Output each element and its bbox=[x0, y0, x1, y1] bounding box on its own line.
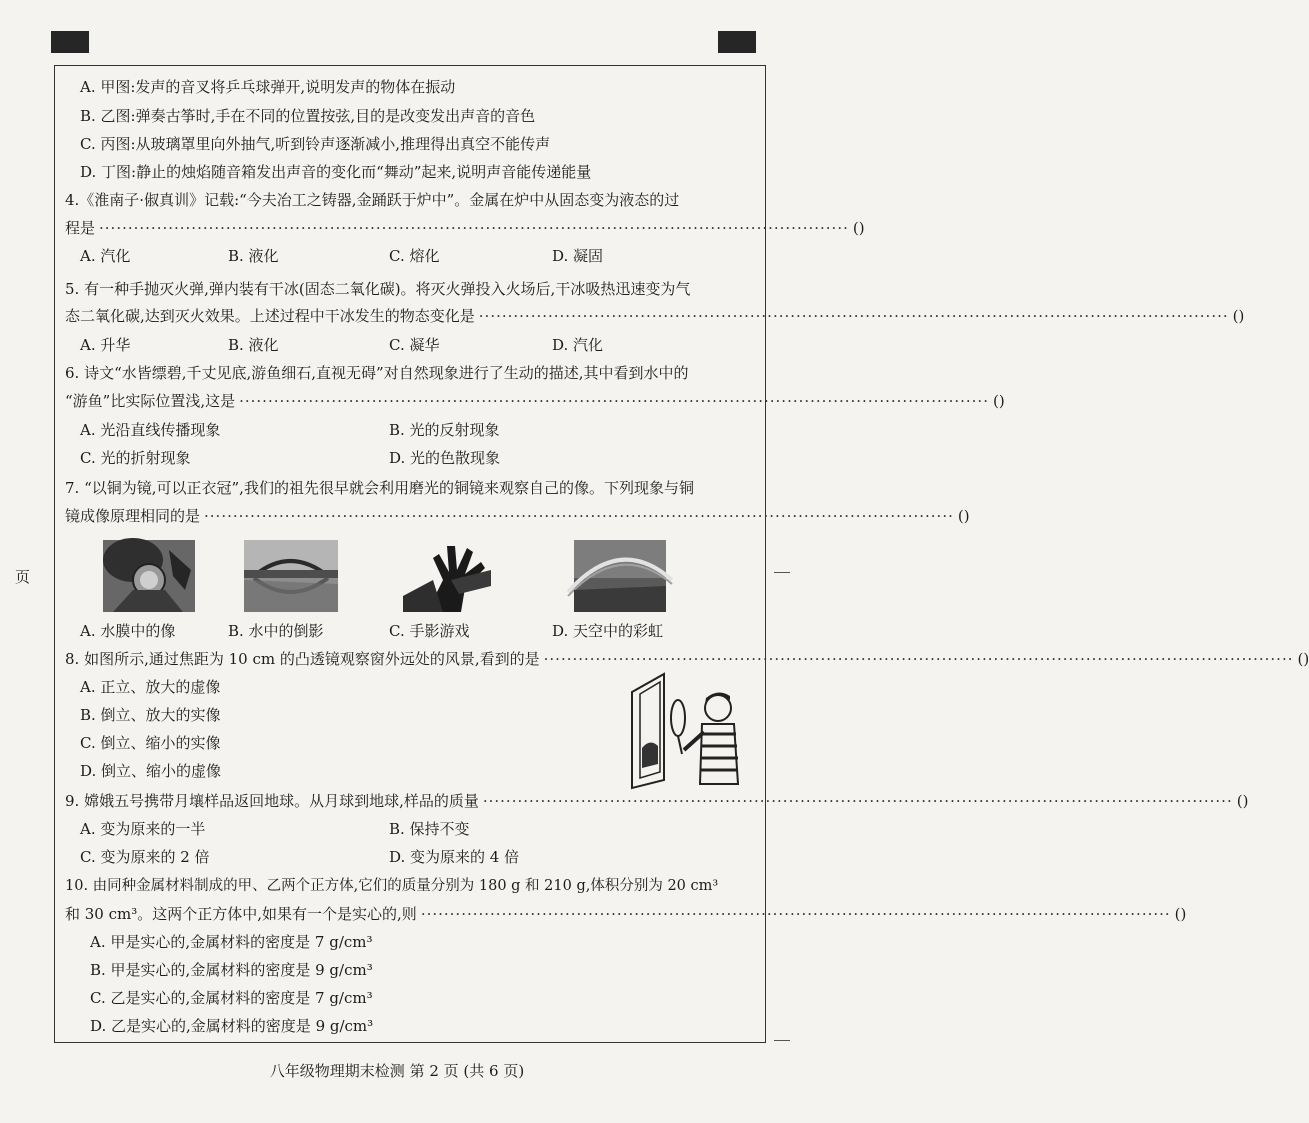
q8-option-c: C. 倒立、缩小的实像 bbox=[80, 734, 221, 752]
q3-option-c: C. 丙图:从玻璃罩里向外抽气,听到铃声逐渐减小,推理得出真空不能传声 bbox=[80, 135, 551, 153]
leader-dots: ·································································································································· bbox=[478, 307, 1229, 325]
hand-shadow-photo bbox=[403, 540, 491, 612]
q9-stem-text: 9. 嫦娥五号携带月壤样品返回地球。从月球到地球,样品的质量 bbox=[65, 792, 479, 810]
q10-stem-text: 和 30 cm³。这两个正方体中,如果有一个是实心的,则 bbox=[65, 905, 417, 923]
q7-stem-text: 镜成像原理相同的是 bbox=[65, 507, 201, 525]
answer-paren: ( ) bbox=[1297, 650, 1309, 668]
q6-option-c: C. 光的折射现象 bbox=[80, 449, 191, 467]
q5-option-a: A. 升华 bbox=[80, 336, 131, 354]
q10-stem: 10. 由同种金属材料制成的甲、乙两个正方体,它们的质量分别为 180 g 和 210 g,体积分别为 20 cm³ bbox=[65, 878, 719, 894]
q4-option-b: B. 液化 bbox=[228, 247, 279, 265]
q9-option-a: A. 变为原来的一半 bbox=[80, 820, 206, 838]
leader-dots: ·································································································································· bbox=[99, 219, 849, 237]
q5-option-b: B. 液化 bbox=[228, 336, 279, 354]
q5-stem: 5. 有一种手抛灭火弹,弹内装有干冰(固态二氧化碳)。将灭火弹投入火场后,干冰吸热迅速变为气 bbox=[65, 280, 691, 298]
leader-dots: ·································································································································· bbox=[239, 392, 989, 410]
q5-stem-end bbox=[65, 305, 1245, 327]
answer-paren: ( ) bbox=[1174, 905, 1187, 923]
q7-stem: 7. “以铜为镜,可以正衣冠”,我们的祖先很早就会利用磨光的铜镜来观察自己的像。下列现象与铜 bbox=[65, 479, 694, 497]
registration-mark-left bbox=[51, 31, 89, 53]
q10-option-d: D. 乙是实心的,金属材料的密度是 9 g/cm³ bbox=[90, 1017, 374, 1035]
margin-cut-line bbox=[774, 572, 790, 573]
q9-option-d: D. 变为原来的 4 倍 bbox=[389, 848, 520, 866]
q8-stem-line bbox=[65, 648, 1309, 670]
answer-paren: ( ) bbox=[1236, 792, 1249, 810]
q6-stem-text: “游鱼”比实际位置浅,这是 bbox=[65, 392, 236, 410]
q10-stem-end bbox=[65, 903, 1187, 925]
q4-stem-text: 程是 bbox=[65, 219, 96, 237]
q9-option-b: B. 保持不变 bbox=[389, 820, 470, 838]
q6-option-b: B. 光的反射现象 bbox=[389, 421, 500, 439]
margin-page-char: 页 bbox=[15, 568, 31, 586]
q8-option-d: D. 倒立、缩小的虚像 bbox=[80, 762, 222, 780]
leader-dots: ·································································································································· bbox=[482, 792, 1233, 810]
q5-option-d: D. 汽化 bbox=[552, 336, 604, 354]
margin-cut-line bbox=[774, 1040, 790, 1041]
leader-dots: ·································································································································· bbox=[420, 905, 1171, 923]
q10-option-b: B. 甲是实心的,金属材料的密度是 9 g/cm³ bbox=[90, 961, 373, 979]
q4-stem: 4.《淮南子·俶真训》记载:“今夫冶工之铸器,金踊跃于炉中”。金属在炉中从固态变为液态的过 bbox=[65, 191, 680, 209]
q7-option-a: A. 水膜中的像 bbox=[80, 622, 176, 640]
q7-option-d: D. 天空中的彩虹 bbox=[552, 622, 664, 640]
page-footer: 八年级物理期末检测 第 2 页 (共 6 页) bbox=[269, 1062, 525, 1080]
q4-option-d: D. 凝固 bbox=[552, 247, 604, 265]
answer-paren: ( ) bbox=[1232, 307, 1245, 325]
q7-option-b: B. 水中的倒影 bbox=[228, 622, 324, 640]
q3-option-a: A. 甲图:发声的音叉将乒乓球弹开,说明发声的物体在振动 bbox=[80, 78, 456, 96]
boy-lens-window-illustration bbox=[614, 668, 744, 788]
q10-option-c: C. 乙是实心的,金属材料的密度是 7 g/cm³ bbox=[90, 989, 373, 1007]
water-film-photo bbox=[103, 540, 195, 612]
leader-dots: ·································································································································· bbox=[204, 507, 954, 525]
q5-stem-text: 态二氧化碳,达到灭火效果。上述过程中干冰发生的物态变化是 bbox=[65, 307, 475, 325]
answer-paren: ( ) bbox=[957, 507, 970, 525]
q7-stem-end bbox=[65, 505, 970, 527]
q3-option-d: D. 丁图:静止的烛焰随音箱发出声音的变化而“舞动”起来,说明声音能传递能量 bbox=[80, 163, 592, 181]
q8-option-a: A. 正立、放大的虚像 bbox=[80, 678, 221, 696]
q9-option-c: C. 变为原来的 2 倍 bbox=[80, 848, 210, 866]
q6-option-a: A. 光沿直线传播现象 bbox=[80, 421, 221, 439]
q6-option-d: D. 光的色散现象 bbox=[389, 449, 501, 467]
q9-stem-line bbox=[65, 790, 1249, 812]
q6-stem-end bbox=[65, 390, 1005, 412]
answer-paren: ( ) bbox=[992, 392, 1005, 410]
q4-option-c: C. 熔化 bbox=[389, 247, 440, 265]
rainbow-photo bbox=[574, 540, 666, 612]
q4-option-a: A. 汽化 bbox=[80, 247, 131, 265]
q10-option-a: A. 甲是实心的,金属材料的密度是 7 g/cm³ bbox=[90, 933, 373, 951]
answer-paren: ( ) bbox=[852, 219, 865, 237]
leader-dots: ·································································································································· bbox=[543, 650, 1294, 668]
bridge-reflection-photo bbox=[244, 540, 338, 612]
registration-mark-right bbox=[718, 31, 756, 53]
q5-option-c: C. 凝华 bbox=[389, 336, 440, 354]
q8-option-b: B. 倒立、放大的实像 bbox=[80, 706, 221, 724]
q7-option-c: C. 手影游戏 bbox=[389, 622, 470, 640]
q6-stem: 6. 诗文“水皆缥碧,千丈见底,游鱼细石,直视无碍”对自然现象进行了生动的描述,其中看到水中的 bbox=[65, 364, 689, 382]
q8-stem-text: 8. 如图所示,通过焦距为 10 cm 的凸透镜观察窗外远处的风景,看到的是 bbox=[65, 650, 540, 668]
q3-option-b: B. 乙图:弹奏古筝时,手在不同的位置按弦,目的是改变发出声音的音色 bbox=[80, 107, 536, 125]
q4-stem-end bbox=[65, 217, 865, 239]
